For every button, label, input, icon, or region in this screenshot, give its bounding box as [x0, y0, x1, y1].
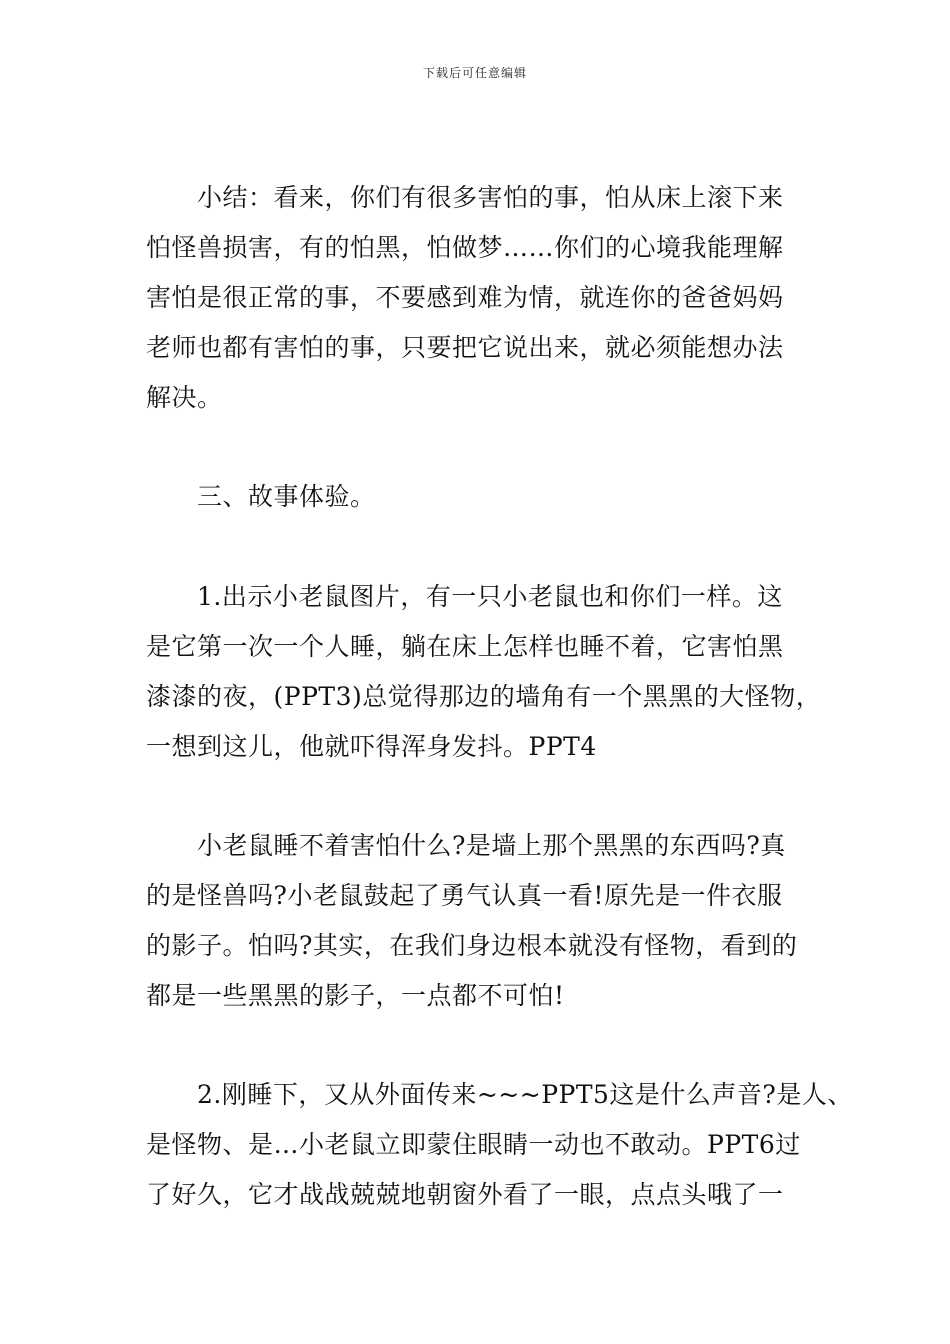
text-line: 的是怪兽吗?小老鼠鼓起了勇气认真一看!原先是一件衣服	[146, 881, 783, 910]
text-line: 是它第一次一个人睡，躺在床上怎样也睡不着，它害怕黑	[146, 632, 784, 661]
section-title: 三、故事体验。	[146, 482, 376, 511]
text-line: 的影子。怕吗?其实，在我们身边根本就没有怪物，看到的	[146, 931, 798, 960]
text-line: 一想到这儿，他就吓得浑身发抖。PPT4	[146, 732, 597, 761]
text-line: 漆漆的夜，(PPT3)总觉得那边的墙角有一个黑黑的大怪物，	[146, 682, 822, 711]
text-line: 怕怪兽损害，有的怕黑，怕做梦……你们的心境我能理解	[146, 233, 784, 262]
text-line: 老师也都有害怕的事，只要把它说出来，就必须能想办法	[146, 333, 784, 362]
text-line: 解决。	[146, 383, 223, 412]
text-line: 都是一些黑黑的影子，一点都不可怕!	[146, 981, 565, 1010]
page-header: 下载后可任意编辑	[422, 66, 527, 80]
text-line: 了好久，它才战战兢兢地朝窗外看了一眼，点点头哦了一	[146, 1180, 784, 1209]
text-line: 2.刚睡下，又从外面传来~~~PPT5这是什么声音?是人、	[146, 1080, 853, 1109]
text-line: 小老鼠睡不着害怕什么?是墙上那个黑黑的东西吗?真	[146, 831, 786, 860]
text-line: 小结：看来，你们有很多害怕的事，怕从床上滚下来	[146, 183, 784, 212]
text-line: 是怪物、是…小老鼠立即蒙住眼睛一动也不敢动。PPT6过	[146, 1130, 801, 1159]
text-line: 1.出示小老鼠图片，有一只小老鼠也和你们一样。这	[146, 582, 783, 611]
text-line: 害怕是很正常的事，不要感到难为情，就连你的爸爸妈妈	[146, 283, 784, 312]
